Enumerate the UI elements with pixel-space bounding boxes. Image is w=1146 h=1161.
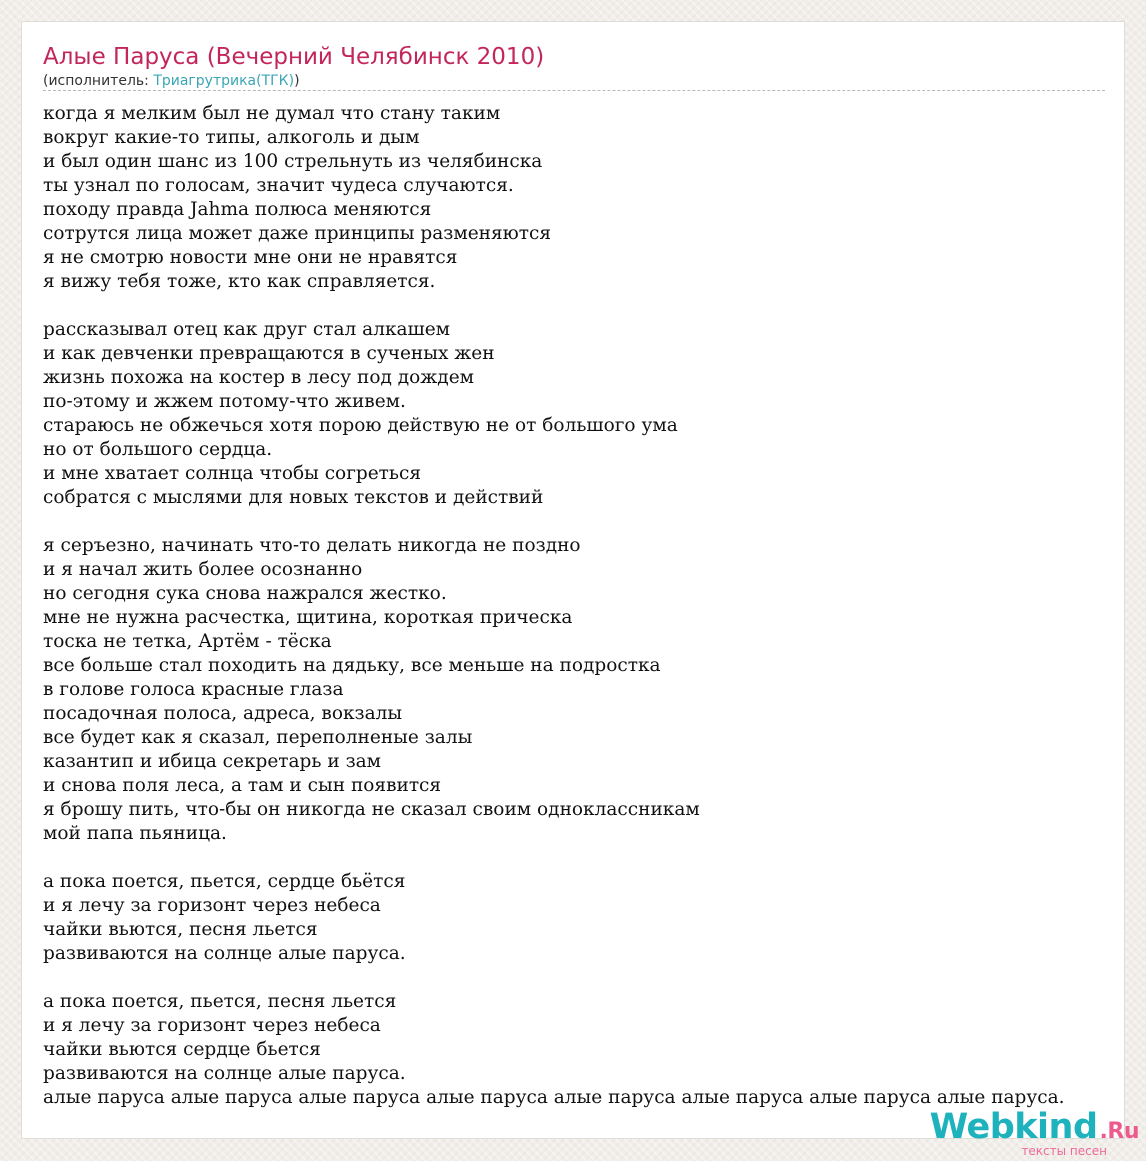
lyric-line: алые паруса алые паруса алые паруса алые паруса алые паруса алые паруса алые паруса алые паруса. [43,1087,1065,1108]
lyric-line: когда я мелким был не думал что стану таким [43,103,501,124]
lyric-line: все будет как я сказал, переполненые залы [43,727,473,748]
watermark-word: Webkind [929,1107,1098,1147]
lyric-line: стараюсь не обжечься хотя порою действую не от большого ума [43,415,678,436]
lyrics-text [43,102,1065,1110]
stanza-break [43,294,1065,318]
lyric-line: я вижу тебя тоже, кто как справляется. [43,271,436,292]
lyric-line: я серъезно, начинать что-то делать никогда не поздно [43,535,581,556]
lyric-line: собратся с мыслями для новых текстов и действий [43,487,544,508]
lyric-line: и мне хватает солнца чтобы согреться [43,463,422,484]
performer-prefix: (исполнитель: [43,73,154,89]
lyric-line: в голове голоса красные глаза [43,679,344,700]
lyric-line: чайки вьются сердце бьется [43,1039,321,1060]
lyric-line: казантип и ибица секретарь и зам [43,751,382,772]
lyric-line: и я начал жить более осознанно [43,559,363,580]
lyric-line: ты узнал по голосам, значит чудеса случаются. [43,175,514,196]
performer-suffix: ) [294,73,300,89]
song-title: Алые Паруса (Вечерний Челябинск 2010) [43,44,545,70]
lyric-line: я брошу пить, что-бы он никогда не сказал своим одноклассникам [43,799,700,820]
lyric-line: тоска не тетка, Артём - тёска [43,631,332,652]
watermark-tagline: тексты песен [1021,1144,1107,1158]
performer-line [43,71,300,91]
lyric-line: мой папа пьяница. [43,823,227,844]
lyric-line: посадочная полоса, адреса, вокзалы [43,703,403,724]
lyric-line: чайки вьются, песня льется [43,919,318,940]
lyric-line: и был один шанс из 100 стрельнуть из челябинска [43,151,543,172]
title-divider [43,90,1105,91]
lyric-line: развиваются на солнце алые паруса. [43,943,406,964]
lyric-line: я не смотрю новости мне они не нравятся [43,247,458,268]
lyrics-card [21,21,1125,1139]
performer-link[interactable]: Триагрутрика(ТГК) [153,73,295,89]
lyric-line: а пока поется, пьется, сердце бьётся [43,871,406,892]
lyric-line: и я лечу за горизонт через небеса [43,895,381,916]
lyric-line: а пока поется, пьется, песня льется [43,991,397,1012]
lyric-line: но от большого сердца. [43,439,273,460]
lyric-line: развиваются на солнце алые паруса. [43,1063,406,1084]
lyric-line: и как девченки превращаются в сученых жен [43,343,495,364]
lyric-line: сотрутся лица может даже принципы разменяются [43,223,552,244]
stanza-break [43,510,1065,534]
lyric-line: все больше стал походить на дядьку, все меньше на подростка [43,655,661,676]
stanza-break [43,966,1065,990]
lyric-line: мне не нужна расчестка, щитина, короткая прическа [43,607,573,628]
lyric-line: по-этому и жжем потому-что живем. [43,391,406,412]
stanza-break [43,846,1065,870]
lyric-line: жизнь похожа на костер в лесу под дождем [43,367,475,388]
lyric-line: но сегодня сука снова нажрался жестко. [43,583,447,604]
lyric-line: походу правда Jahma полюса меняются [43,199,432,220]
lyric-line: и я лечу за горизонт через небеса [43,1015,381,1036]
lyric-line: рассказывал отец как друг стал алкашем [43,319,451,340]
lyric-line: вокруг какие-то типы, алкоголь и дым [43,127,420,148]
lyric-line: и снова поля леса, а там и сын появится [43,775,442,796]
watermark-suffix: .Ru [1099,1119,1139,1144]
